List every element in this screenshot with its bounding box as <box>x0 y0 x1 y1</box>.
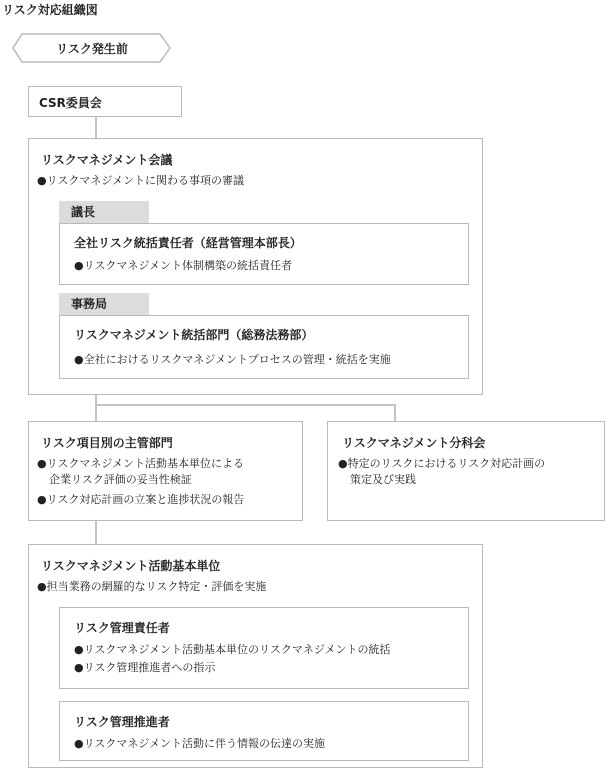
secretariat-bullet: ●全社におけるリスクマネジメントプロセスの管理・統括を実施 <box>74 353 391 366</box>
connector-meeting-split <box>95 395 97 421</box>
unit-box <box>28 544 483 768</box>
phase-label: リスク発生前 <box>56 42 128 56</box>
subcommittee-box <box>327 421 605 521</box>
meeting-title: リスクマネジメント会議 <box>41 153 173 167</box>
dept-title: リスク項目別の主管部門 <box>41 436 173 450</box>
subcommittee-bullet-1: ●特定のリスクにおけるリスク対応計画の <box>338 457 546 470</box>
manager-bullet-1: ●リスクマネジメント活動基本単位のリスクマネジメントの統括 <box>74 643 391 656</box>
manager-bullet-2: ●リスク管理推進者への指示 <box>74 661 216 674</box>
secretariat-tag: 事務局 <box>59 293 149 315</box>
dept-bullet-3: ●リスク対応計画の立案と進捗状況の報告 <box>37 493 245 506</box>
unit-title: リスクマネジメント活動基本単位 <box>41 559 221 573</box>
page-title: リスク対応組織図 <box>2 3 98 17</box>
csr-committee-box <box>28 86 182 117</box>
connector-horizontal <box>95 404 395 406</box>
manager-box <box>59 607 469 689</box>
connector-subcommittee <box>394 404 396 421</box>
chair-title: 全社リスク統括責任者（経営管理本部長） <box>74 236 302 250</box>
promoter-bullet: ●リスクマネジメント活動に伴う情報の伝達の実施 <box>74 737 326 750</box>
csr-committee-label: CSR委員会 <box>39 96 102 110</box>
dept-box <box>28 421 303 521</box>
meeting-box <box>28 138 483 395</box>
secretariat-box <box>59 315 469 379</box>
subcommittee-title: リスクマネジメント分科会 <box>342 436 486 450</box>
chair-tag: 議長 <box>59 201 149 223</box>
promoter-title: リスク管理推進者 <box>74 715 170 729</box>
dept-bullet-1: ●リスクマネジメント活動基本単位による <box>37 457 245 470</box>
connector-dept-unit <box>95 520 97 544</box>
unit-bullet: ●担当業務の網羅的なリスク特定・評価を実施 <box>37 580 267 593</box>
meeting-bullet: ●リスクマネジメントに関わる事項の審議 <box>37 174 245 187</box>
secretariat-title: リスクマネジメント統括部門（総務法務部） <box>74 328 314 342</box>
connector-csr-meeting <box>95 116 97 138</box>
chair-bullet: ●リスクマネジメント体制構築の統括責任者 <box>74 259 293 272</box>
promoter-box <box>59 701 469 761</box>
subcommittee-bullet-2: 策定及び実践 <box>350 473 416 486</box>
manager-title: リスク管理責任者 <box>74 621 170 635</box>
chair-box <box>59 223 469 285</box>
dept-bullet-2: 企業リスク評価の妥当性検証 <box>49 473 192 486</box>
